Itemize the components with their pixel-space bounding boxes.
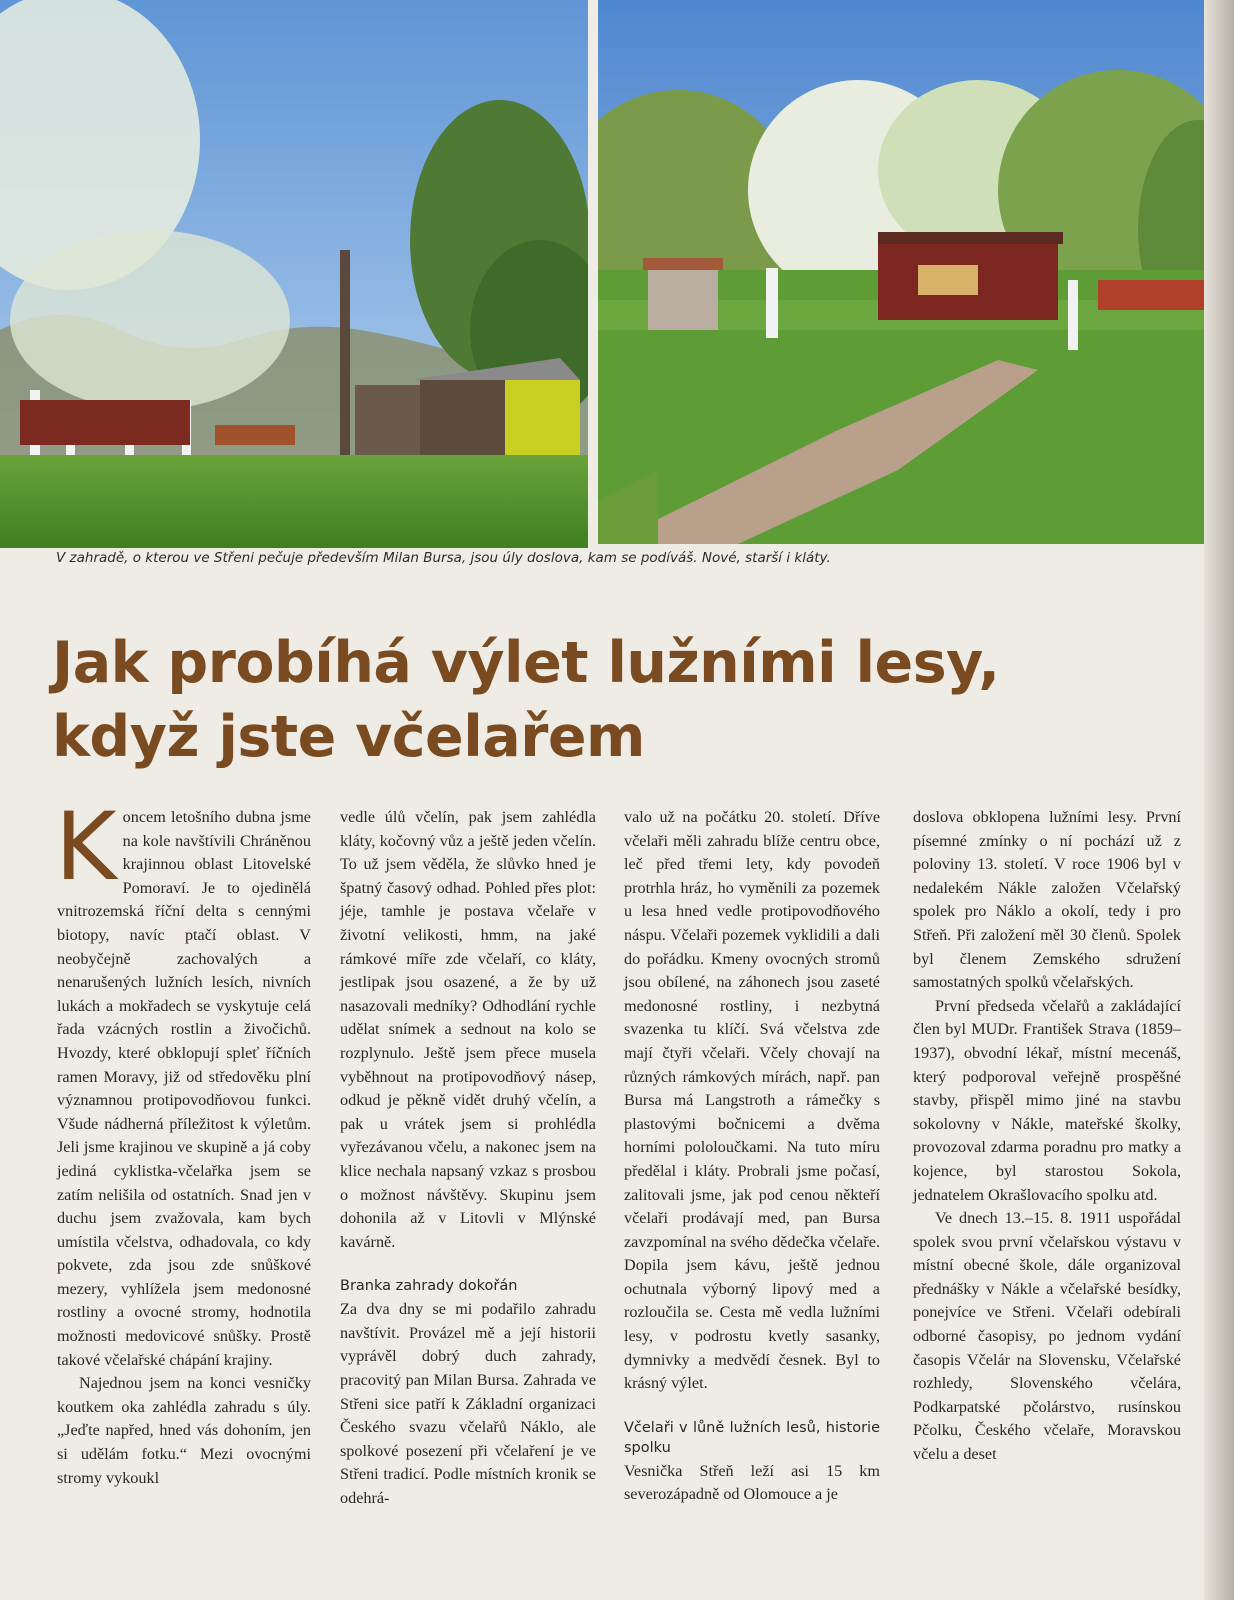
article-column-1 xyxy=(55,793,311,1490)
photo-caption: V zahradě, o kterou ve Střeni pečuje především Milan Bursa, jsou úly doslova, kam se podíváš. Nové, starší i kláty. xyxy=(56,550,831,566)
page-spine-shadow xyxy=(1204,0,1234,1600)
article-column-2 xyxy=(340,806,596,1511)
headline-line-1: Jak probíhá výlet lužními lesy, xyxy=(52,630,1000,696)
paragraph: Vesnička Střeň leží asi 15 km severozápadně od Olomouce a je xyxy=(624,1461,880,1504)
article-column-3 xyxy=(624,806,880,1507)
article-headline xyxy=(52,626,1172,774)
section-subheading: Branka zahrady dokořán xyxy=(340,1278,518,1295)
paragraph: První předseda včelařů a zakládající člen byl MUDr. František Strava (1859–1937), obvodní lékař, místní mecenáš, který podporoval veřejně prospěšné stavby, přispěl mimo jiné na stavbu sokolovny v Nákle, mateřské školky, provozoval zdarma poradnu pro matky a kojence, byl starostou Sokola, jednatelem Okrašlovacího spolku atd. xyxy=(913,996,1181,1204)
paragraph: Ve dnech 13.–15. 8. 1911 uspořádal spolek svou první včelařskou výstavu v místní obecné škole, dále organizoval přednášky v Nákle a včelařské besídky, ponejvíce ve Střeni. Včelaři odebírali odborné časopisy, po jednom vydání časopis Včelár na Slovensku, Včelařské rozhledy, Slovenského včelára, Podkarpatské pčolárstvo, rusínskou Pčolku, Českého včelaře, Moravskou včelu a deset xyxy=(913,1209,1181,1464)
apiary-garden-photo-left xyxy=(0,0,588,548)
paragraph: vedle úlů včelín, pak jsem zahlédla kláty, kočovný vůz a ještě jeden včelín. To už jsem věděla, že slůvko hned je špatný časový odhad. Pohled přes plot: jéje, tamhle je postava včelaře v životní velikosti, hmm, na jaké rámkové míře zde včelaří, co kláty, jestlipak jsou osazené, a že by už nasazovali medníky? Odhodlání rychle udělat snímek a sednout na kolo se rozplynulo. Ještě jsem přece musela vyběhnout na protipovodňový násep, odkud je pěkně vidět druhý včelín, a pak u vrátek jsem si prohlédla vyřezávanou včelu, a nakonec jsem na klice nechala napsaný vzkaz s prosbou o možnost návštěvy. Skupinu jsem dohonila až v Litovli v Mlýnské kavárně. xyxy=(340,808,596,1251)
section-subheading: Včelaři v lůně lužních lesů, historie spolku xyxy=(624,1419,880,1456)
paragraph: Najednou jsem na konci vesničky koutkem oka zahlédla zahradu s úly. „Jeďte napřed, hned vás dohoním, jen si udělám fotku.“ Mezi ovocnými stromy vykoukl xyxy=(57,1374,311,1487)
paragraph: valo už na počátku 20. století. Dříve včelaři měli zahradu blíže centru obce, leč před třemi lety, kdy povodeň protrhla hráz, ho vyměnili za pozemek u lesa hned vedle protipovodňového náspu. Včelaři pozemek vyklidili a dali do pořádku. Kmeny ovocných stromů jsou obílené, na záhonech jsou zaseté medonosné rostliny, i nezbytná svazenka tu klíčí. Svá včelstva zde mají čtyři včelaři. Včely chovají na různých rámkových mírách, např. pan Bursa má Langstroth a rámečky s plastovými bočnicemi a dvěma horními pololoučkami. Na tuto míru předělal i kláty. Probrali jsme počasí, zalitovali jsme, jak pod cenou někteří včelaři prodávají med, pan Bursa zavzpomínal na svého dědečka včelaře. Dopila jsem kávu, ještě jednou ochutnala výborný lipový med a rozloučila se. Cesta mě vedla lužními lesy, v podrostu kvetly sasanky, dymnivky a medvědí česnek. Byl to krásný výlet. xyxy=(624,808,880,1393)
paragraph: doslova obklopena lužními lesy. První písemné zmínky o ní pochází už z poloviny 13. století. V roce 1906 byl v nedalekém Nákle založen Včelařský spolek pro Náklo a okolí, tedy i pro Střeň. Při založení měl 30 členů. Spolek byl členem Zemského sdružení samostatných spolků včelařských. xyxy=(913,808,1181,992)
apiary-garden-photo-right xyxy=(598,0,1222,544)
article-column-4 xyxy=(913,806,1181,1467)
drop-cap: K xyxy=(55,793,117,902)
paragraph: Za dva dny se mi podařilo zahradu navštívit. Provázel mě a její historii vyprávěl dobrý duch zahrady, pracovitý pan Milan Bursa. Zahrada ve Střeni sice patří k Základní organizaci Českého svazu včelařů Náklo, ale spolkové posezení při včelaření je ve Střeni tradicí. Podle místních kronik se odehrá- xyxy=(340,1300,596,1508)
paragraph: Koncem letošního dubna jsme na kole navštívili Chráněnou krajinnou oblast Litovelské Pomoraví. Je to ojedinělá vnitrozemská říční delta s cennými biotopy, navíc ptačí oblast. V neobyčejně zachovalých a nenarušených lužních lesích, nivních lukách a mokřadech se vyskytuje celá řada vzácných rostlin a živočichů. Hvozdy, které obklopují spleť říčních ramen Moravy, již od středověku plní významnou protipovodňovou funkci. Všude nádherná příležitost k výletům. Jeli jsme krajinou ve skupině a já coby jediná cyklistka-včelařka jsem se zatím nelišila od ostatních. Snad jen v duchu jsem zvažovala, kam bych umístila včelstva, odhadovala, co kdy pokvete, zda jsou zde snůškové mezery, vyhlížela jsem medonosné rostliny a ovocné stromy, hodnotila možnosti medovicové snůšky. Prostě takové včelařské chápání krajiny. xyxy=(55,793,311,1369)
headline-line-2: když jste včelařem xyxy=(52,704,645,770)
